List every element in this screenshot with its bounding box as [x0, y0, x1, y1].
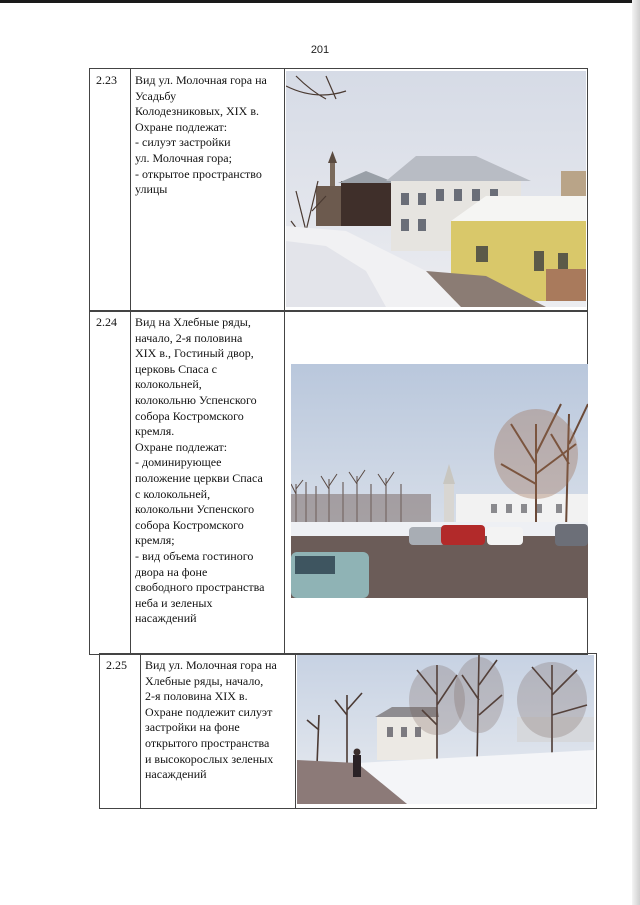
street-photo [286, 71, 586, 307]
photo-cell [284, 311, 588, 654]
row-number: 2.23 [90, 69, 131, 311]
photo-cell [295, 654, 597, 808]
table-row-2-23 [89, 68, 588, 312]
scan-edge-top [0, 0, 640, 3]
page-number: 201 [310, 44, 330, 56]
row-description: Вид ул. Молочная гора на Усадьбу Колодезниковых, XIX в. Охране подлежат: - силуэт застройки ул. Молочная гора; - открытое пространство улицы [135, 73, 267, 197]
row-number: 2.25 [100, 654, 141, 808]
table-row-2-25 [99, 653, 597, 809]
row-description: Вид ул. Молочная гора на Хлебные ряды, начало, 2-я половина XIX в. Охране подлежит силуэт застройки на фоне открытого пространства и высокорослых зеленых насаждений [145, 658, 277, 782]
photo-cell [284, 69, 588, 311]
square-photo [291, 364, 588, 598]
scan-edge-right [632, 0, 640, 905]
sidewalk-photo [297, 655, 594, 804]
row-number: 2.24 [90, 311, 131, 654]
table-row-2-24 [89, 310, 588, 655]
row-description: Вид на Хлебные ряды, начало, 2-я половина XIX в., Гостиный двор, церковь Спаса с колокольней, колокольню Успенского собора Костромского кремля. Охране подлежат: - доминирующее положение церкви Спаса с колокольней, колокольни Успенского собора Костромского кремля; - вид объема гостиного двора на фоне свободного пространства неба и зеленых насаждений [135, 315, 265, 626]
